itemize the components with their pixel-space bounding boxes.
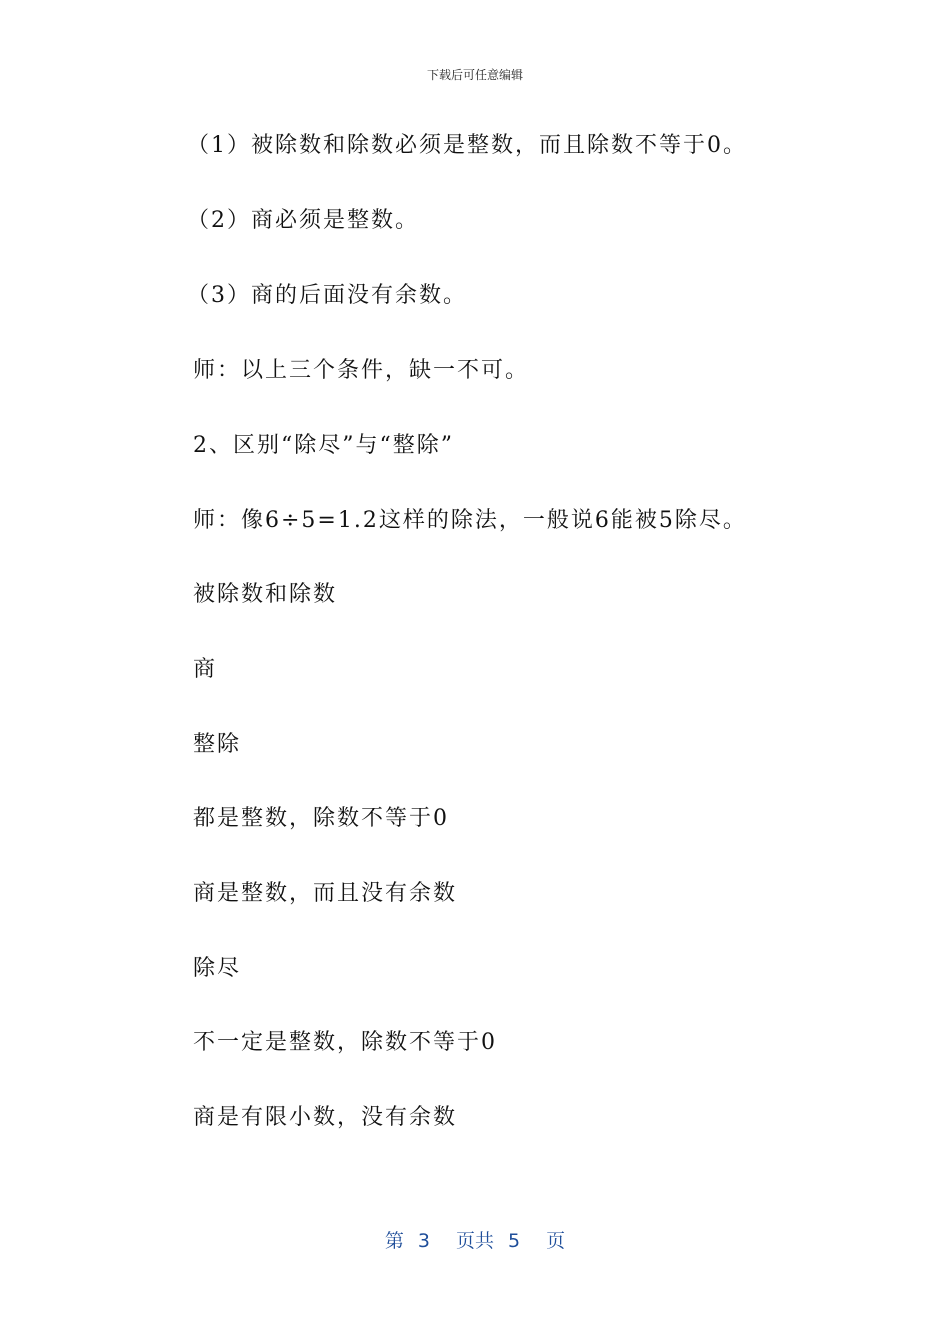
table-label-dividend-divisor: 被除数和除数 [193,582,338,607]
teacher-example: 师：像6÷5=1.2这样的除法，一般说6能被5除尽。 [193,508,747,533]
page-footer [0,1226,950,1253]
footer-suffix: 页 [546,1230,566,1252]
condition-3: （3）商的后面没有余数。 [187,283,467,308]
condition-1: （1）被除数和除数必须是整数，而且除数不等于0。 [187,133,747,158]
table-label-exhaustive: 除尽 [193,956,242,981]
teacher-remark: 师：以上三个条件，缺一不可。 [193,358,530,383]
section-heading: 2、区别“除尽”与“整除” [193,433,454,458]
footer-middle: 页共 [455,1230,494,1252]
footer-prefix: 第 [384,1230,404,1252]
page-header: 下载后可任意编辑 [426,68,523,82]
exhaustive-quotient: 商是有限小数，没有余数 [193,1105,458,1130]
table-label-quotient: 商 [193,657,218,682]
table-label-divisible: 整除 [193,732,242,757]
condition-2: （2）商必须是整数。 [187,208,419,233]
footer-current-page: 3 [417,1230,430,1252]
divisible-operands: 都是整数，除数不等于0 [193,806,449,831]
footer-total-pages: 5 [508,1230,521,1252]
divisible-quotient: 商是整数，而且没有余数 [193,881,458,906]
exhaustive-operands: 不一定是整数，除数不等于0 [193,1030,497,1055]
